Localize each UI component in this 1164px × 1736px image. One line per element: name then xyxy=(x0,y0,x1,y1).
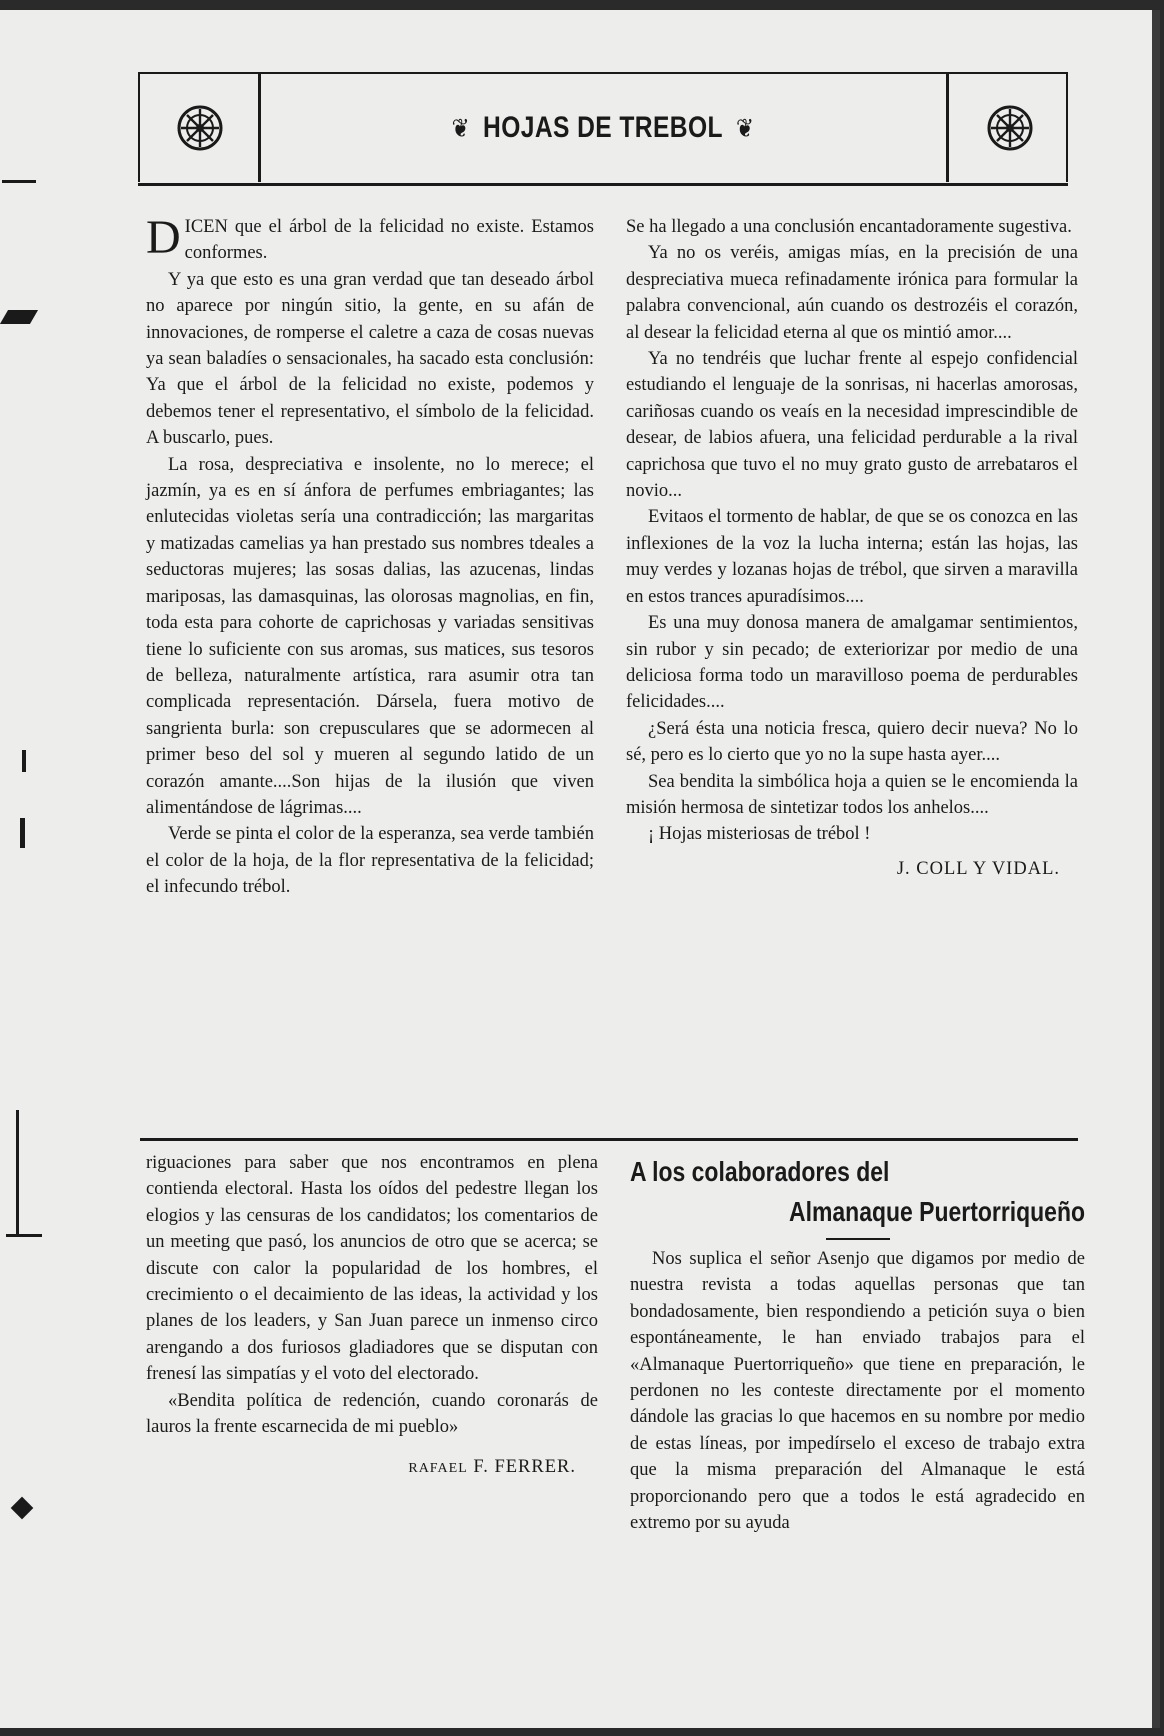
banner-title xyxy=(437,74,770,182)
drop-cap: D xyxy=(146,211,181,264)
article-right-column xyxy=(626,214,1078,882)
title-rule xyxy=(826,1238,890,1240)
banner-divider xyxy=(946,74,949,182)
rosette-icon xyxy=(986,104,1034,152)
paragraph-text: ICEN que el árbol de la felicidad no existe. Estamos conformes. xyxy=(184,217,594,264)
margin-mark xyxy=(22,750,26,772)
fleuron-icon: ❦ xyxy=(736,112,755,143)
paragraph: ¿Será ésta una noticia fresca, quiero decir nueva? No lo sé, pero es lo cierto que yo no la supe hasta ayer.... xyxy=(626,718,1078,766)
notice-title xyxy=(630,1152,1085,1232)
paragraph xyxy=(146,211,594,267)
paragraph: Y ya que esto es una gran verdad que tan deseado árbol no aparece por ningún sitio, la gente, en su afán de innovaciones, de romperse el caletre a caza de cosas nuevas ya sean baladíes o sensacionales, ha sacado esta conclusión: Ya que el árbol de la felicidad no existe, podemos y debemos tener el representativo, el símbolo de la felicidad. A buscarlo, pues. xyxy=(146,269,594,449)
margin-mark xyxy=(2,180,36,183)
margin-mark xyxy=(6,1234,42,1237)
paragraph: Sea bendita la simbólica hoja a quien se le encomienda la misión hermosa de sintetizar todos los anhelos.... xyxy=(626,771,1078,818)
paragraph: La rosa, despreciativa e insolente, no lo merece; el jazmín, ya es en sí ánfora de perfumes embriagantes; las enlutecidas violetas sería una contradicción; las margaritas y matizadas camelias ya han prestado sus nombres tdeales a seductoras mujeres; las sosas dalias, las azucenas, lindas mariposas, las damasquinas, las olorosas magnolias, en fin, toda esta para cohorte de caprichosas y variadas sensitivas tiene lo suficiente con sus aromas, sus matices, sus tesoros de belleza, naturalmente artística, rara asumir otra tan complicada representación. Dársela, fuera motivo de sangrienta burla: son crepusculares que se adormecen al primer beso del sol y mueren al segundo latido de un corazón amante....Son hijas de la ilusión que viven alimentándose de lágrimas.... xyxy=(146,454,594,818)
margin-mark xyxy=(0,310,38,324)
notice-title-line: A los colaboradores del xyxy=(630,1156,890,1187)
paragraph: Evitaos el tormento de hablar, de que se os conozca en las inflexiones de la voz la lucha interna; están las hojas, las muy verdes y lozanas hojas de trébol, que sirven a maravilla en estos trances apuradísimos.... xyxy=(626,507,1078,607)
paragraph: Verde se pinta el color de la esperanza, sea verde también el color de la hoja, de la flor representativa de la felicidad; el infecundo trébol. xyxy=(146,824,594,898)
paragraph: Se ha llegado a una conclusión encantadoramente sugestiva. xyxy=(626,217,1072,237)
margin-mark xyxy=(20,818,25,848)
paragraph: Ya no tendréis que luchar frente al espejo confidencial estudiando el lenguaje de la sonrisas, ni hacerlas amorosas, cariñosas cuando os veaís en la necesidad imprescindible de desear, de labios afuera, una felicidad perdurable a la rival caprichosa que tuvo el no muy grato gusto de arrebataros el novio... xyxy=(626,349,1078,502)
margin-mark xyxy=(16,1110,19,1236)
paragraph: Ya no os veréis, amigas mías, en la precisión de una despreciativa mueca refinadamente irónica para formular la palabra convencional, aún cuando os destrozéis el corazón, al desear la felicidad eterna al que os mintió amor.... xyxy=(626,243,1078,343)
margin-mark xyxy=(11,1497,34,1520)
paragraph: riguaciones para saber que nos encontramos en plena contienda electoral. Hasta los oídos del pedestre llegan los elogios y las censuras de los candidatos; los comentarios de un meeting que pasó, los anuncios de otro que se acerca; se discute con calor la popularidad de los hombres, el crecimiento o el decaimiento de las ideas, la actividad y los planes de los leaders, y San Juan parece un inmenso circo arengando a dos furiosos gladiadores que se disputan con frenesí las simpatías y el voto del electorado. xyxy=(146,1153,598,1385)
author-signature xyxy=(146,1454,576,1482)
paragraph: ¡ Hojas misteriosas de trébol ! xyxy=(648,824,871,845)
header-banner xyxy=(138,72,1068,182)
paragraph: Es una muy donosa manera de amalgamar sentimientos, sin rubor y sin pecado; de exteriorizar por medio de una deliciosa forma todo un maravilloso poema de perdurables felicidades.... xyxy=(626,613,1078,713)
page xyxy=(0,10,1160,1728)
author-signature: J. COLL Y VIDAL. xyxy=(896,858,1060,879)
paragraph: «Bendita política de redención, cuando coronarás de lauros la frente escarnecida de mi pueblo» xyxy=(146,1390,598,1438)
banner-rule xyxy=(138,183,1068,186)
notice-column xyxy=(630,1246,1085,1536)
section-heading: HOJAS DE TREBOL xyxy=(483,111,723,144)
signature-name: F. FERRER. xyxy=(473,1457,576,1478)
notice-title-line: Almanaque Puertorriqueño xyxy=(789,1196,1085,1227)
article-continuation-column xyxy=(146,1150,598,1483)
article-left-column xyxy=(146,211,594,901)
paragraph: Nos suplica el señor Asenjo que digamos por medio de nuestra revista a todas aquellas personas que tan bondadosamente, bien respondiendo a petición suya o bien espontáneamente, le han enviado trabajos para el «Almanaque Puertorriqueño» que tiene en preparación, le perdonen no les conteste directamente por el momento dándole las gracias lo que hacemos en su nombre por medio de estas líneas, por impedírselo el exceso de trabajo extra que la misma preparación del Almanaque le está proporcionando pero que a todos le está agradecido en extremo por su ayuda xyxy=(630,1249,1085,1534)
fleuron-icon: ❦ xyxy=(451,112,470,143)
section-rule xyxy=(140,1138,1078,1141)
signature-first-name: RAFAEL xyxy=(408,1461,468,1477)
banner-divider xyxy=(258,74,261,182)
rosette-icon xyxy=(176,104,224,152)
